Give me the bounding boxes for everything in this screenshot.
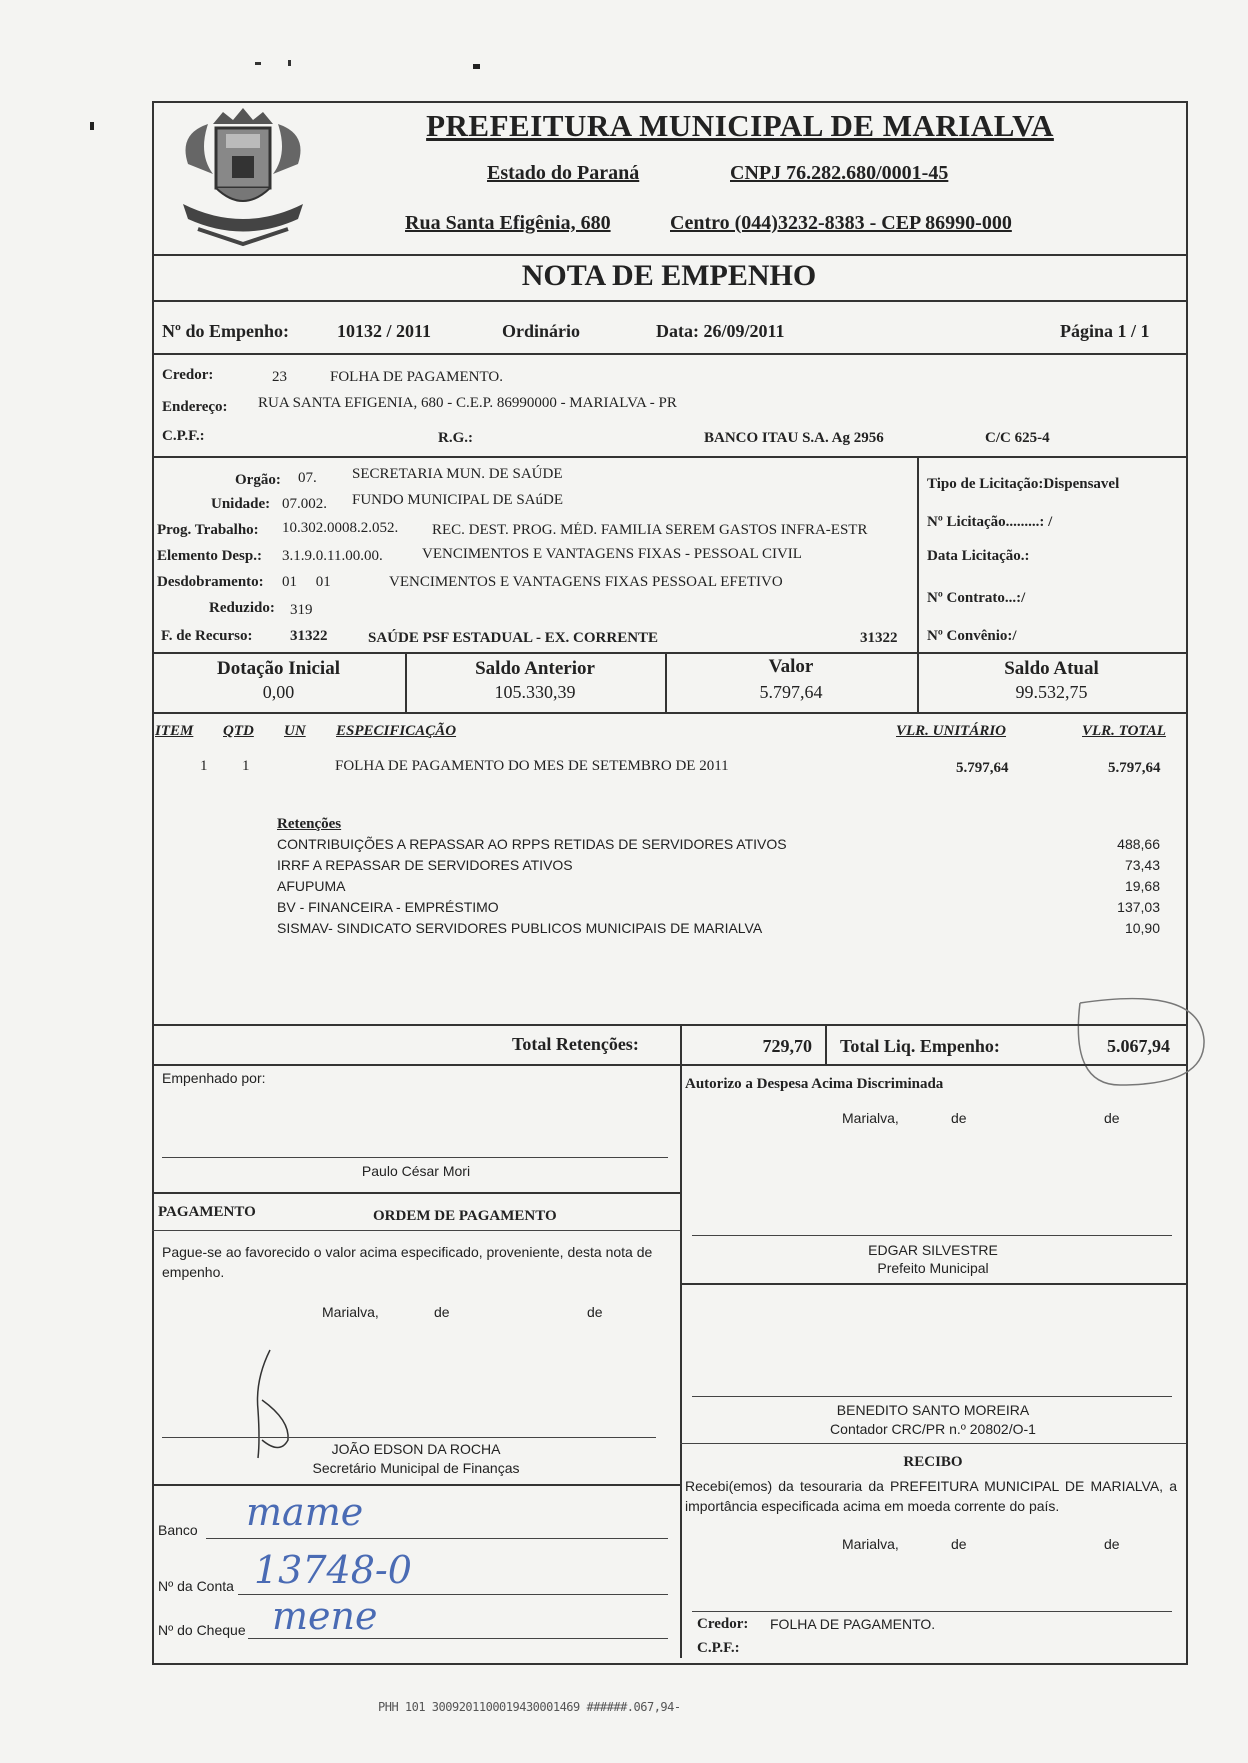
licitacao-number: Nº Licitação.........: / bbox=[927, 514, 1053, 530]
empenhado-name: Paulo César Mori bbox=[361, 1163, 471, 1179]
empenho-type: Ordinário bbox=[502, 321, 581, 341]
empenho-number-label: Nº do Empenho: bbox=[162, 321, 289, 341]
divider bbox=[152, 300, 1186, 302]
autorizo-de2: de bbox=[1104, 1110, 1120, 1126]
divider bbox=[152, 1192, 680, 1194]
retencao-desc: SISMAV- SINDICATO SERVIDORES PUBLICOS MUNICIPAIS DE MARIALVA bbox=[277, 920, 763, 936]
col-qtd: QTD bbox=[223, 723, 254, 739]
signature-line bbox=[692, 1396, 1172, 1397]
autorizo-de1: de bbox=[951, 1110, 967, 1126]
coat-of-arms-icon bbox=[168, 104, 318, 254]
orgao-label: Orgão: bbox=[235, 472, 281, 488]
recibo-credor-label: Credor: bbox=[697, 1616, 749, 1632]
autorizo-label: Autorizo a Despesa Acima Discriminada bbox=[685, 1076, 944, 1092]
address-label: Rua Santa Efigênia, 680 bbox=[405, 212, 611, 234]
recibo-city: Marialva, bbox=[842, 1536, 899, 1552]
divider bbox=[152, 1024, 1186, 1026]
rg-label: R.G.: bbox=[438, 430, 473, 446]
desdobramento-desc: VENCIMENTOS E VANTAGENS FIXAS PESSOAL EFETIVO bbox=[389, 574, 783, 590]
divider bbox=[680, 1283, 1186, 1285]
state-label: Estado do Paraná bbox=[487, 162, 640, 184]
unidade-desc: FUNDO MUNICIPAL DE SAúDE bbox=[352, 492, 563, 508]
ordem-pagamento-label: ORDEM DE PAGAMENTO bbox=[373, 1208, 557, 1224]
retencao-desc: CONTRIBUIÇÕES A REPASSAR AO RPPS RETIDAS DE SERVIDORES ATIVOS bbox=[277, 836, 787, 852]
divider bbox=[152, 353, 1186, 355]
credor-name: FOLHA DE PAGAMENTO. bbox=[330, 369, 503, 385]
divider bbox=[152, 254, 1186, 256]
conta-label: Nº da Conta bbox=[158, 1578, 234, 1594]
cheque-handwritten: mene bbox=[272, 1594, 378, 1638]
total-liq-value: 5.067,94 bbox=[1107, 1036, 1170, 1056]
convenio-label: Nº Convênio:/ bbox=[927, 628, 1017, 644]
total-liq-label: Total Liq. Empenho: bbox=[840, 1036, 1000, 1056]
reduzido-label: Reduzido: bbox=[209, 600, 275, 616]
elemento-desc: VENCIMENTOS E VANTAGENS FIXAS - PESSOAL CIVIL bbox=[422, 546, 802, 562]
retencao-desc: AFUPUMA bbox=[277, 878, 346, 894]
recibo-de1: de bbox=[951, 1536, 967, 1552]
page-number: Página 1 / 1 bbox=[1060, 321, 1150, 341]
conta-handwritten: 13748-0 bbox=[254, 1548, 412, 1592]
pagamento-de2: de bbox=[587, 1304, 603, 1320]
credor-label: Credor: bbox=[162, 367, 214, 383]
prog-label: Prog. Trabalho: bbox=[157, 522, 259, 538]
document-title: NOTA DE EMPENHO bbox=[521, 259, 817, 292]
item-qtd: 1 bbox=[242, 758, 250, 774]
divider bbox=[152, 1064, 1186, 1066]
cpf-label: C.P.F.: bbox=[162, 428, 205, 444]
banco-handwritten: mame bbox=[246, 1490, 364, 1534]
licitacao-type: Tipo de Licitação:Dispensavel bbox=[927, 476, 1120, 492]
recibo-credor-value: FOLHA DE PAGAMENTO. bbox=[770, 1616, 936, 1632]
retencao-desc: BV - FINANCEIRA - EMPRÉSTIMO bbox=[277, 899, 499, 915]
col-vlr-total: VLR. TOTAL bbox=[1082, 723, 1166, 739]
secretario-name: JOÃO EDSON DA ROCHA bbox=[331, 1441, 501, 1457]
total-retencoes-label: Total Retenções: bbox=[512, 1034, 639, 1054]
scan-speck bbox=[255, 62, 261, 65]
total-retencoes-value: 729,70 bbox=[762, 1036, 812, 1056]
dotacao-inicial-label: Dotação Inicial bbox=[217, 658, 340, 679]
orgao-value: 07. bbox=[298, 470, 317, 486]
col-especificacao: ESPECIFICAÇÃO bbox=[336, 723, 457, 739]
pagamento-de1: de bbox=[434, 1304, 450, 1320]
banco-label: Banco bbox=[158, 1522, 198, 1538]
signature-line bbox=[162, 1437, 656, 1438]
endereco-value: RUA SANTA EFIGENIA, 680 - C.E.P. 86990000 - MARIALVA - PR bbox=[258, 395, 677, 411]
desdobramento-label: Desdobramento: bbox=[157, 574, 264, 590]
desdobramento-value: 01 01 bbox=[282, 574, 331, 590]
divider bbox=[917, 456, 919, 652]
divider bbox=[152, 652, 1186, 654]
contact-label: Centro (044)3232-8383 - CEP 86990-000 bbox=[670, 212, 1012, 234]
page-title: PREFEITURA MUNICIPAL DE MARIALVA bbox=[426, 108, 1054, 143]
item-number: 1 bbox=[200, 758, 208, 774]
col-vlr-unitario: VLR. UNITÁRIO bbox=[896, 723, 1007, 739]
recibo-text: Recebi(emos) da tesouraria da PREFEITURA MUNICIPAL DE MARIALVA, a importância especificada acima em moeda corrente do país. bbox=[685, 1478, 1177, 1514]
item-desc: FOLHA DE PAGAMENTO DO MES DE SETEMBRO DE 2011 bbox=[335, 758, 729, 774]
prog-desc: REC. DEST. PROG. MÉD. FAMILIA SEREM GASTOS INFRA-ESTR bbox=[432, 522, 868, 538]
scan-speck bbox=[288, 60, 291, 66]
licitacao-date: Data Licitação.: bbox=[927, 548, 1030, 564]
field-line bbox=[206, 1538, 668, 1539]
bank-info: BANCO ITAU S.A. Ag 2956 bbox=[704, 430, 884, 446]
cc-info: C/C 625-4 bbox=[985, 430, 1050, 446]
reduzido-value: 319 bbox=[290, 602, 313, 618]
secretario-role: Secretário Municipal de Finanças bbox=[312, 1460, 520, 1476]
field-line bbox=[248, 1638, 668, 1639]
contador-name: BENEDITO SANTO MOREIRA bbox=[836, 1402, 1030, 1418]
empenho-number: 10132 / 2011 bbox=[337, 321, 432, 341]
signature-line bbox=[692, 1611, 1172, 1612]
retencao-value: 73,43 bbox=[1124, 857, 1160, 873]
contrato-label: Nº Contrato...:/ bbox=[927, 590, 1026, 606]
retencao-value: 19,68 bbox=[1124, 878, 1160, 894]
divider bbox=[152, 456, 1186, 458]
empenhado-label: Empenhado por: bbox=[162, 1070, 266, 1086]
endereco-label: Endereço: bbox=[162, 399, 228, 415]
empenho-date: Data: 26/09/2011 bbox=[656, 321, 785, 341]
recurso-code: 31322 bbox=[860, 630, 898, 646]
scan-speck bbox=[473, 64, 480, 69]
orgao-desc: SECRETARIA MUN. DE SAÚDE bbox=[352, 466, 563, 482]
dotacao-inicial-value: 0,00 bbox=[262, 682, 295, 702]
retencao-value: 488,66 bbox=[1117, 836, 1160, 852]
divider bbox=[152, 1484, 680, 1486]
saldo-anterior-label: Saldo Anterior bbox=[475, 658, 595, 679]
divider bbox=[152, 712, 1186, 714]
recibo-title: RECIBO bbox=[903, 1454, 963, 1470]
retencao-desc: IRRF A REPASSAR DE SERVIDORES ATIVOS bbox=[277, 857, 573, 873]
saldo-atual-value: 99.532,75 bbox=[1015, 682, 1088, 702]
pagamento-label: PAGAMENTO bbox=[158, 1204, 256, 1220]
scan-speck bbox=[90, 122, 94, 130]
divider bbox=[825, 1024, 827, 1064]
recibo-cpf-label: C.P.F.: bbox=[697, 1640, 740, 1656]
divider bbox=[680, 1024, 682, 1658]
prefeito-role: Prefeito Municipal bbox=[877, 1260, 989, 1276]
autorizo-city: Marialva, bbox=[842, 1110, 899, 1126]
saldo-atual-label: Saldo Atual bbox=[1004, 658, 1099, 679]
pagamento-city: Marialva, bbox=[322, 1304, 379, 1320]
item-total: 5.797,64 bbox=[1108, 760, 1161, 776]
saldo-anterior-value: 105.330,39 bbox=[494, 682, 576, 702]
retencao-value: 137,03 bbox=[1117, 899, 1160, 915]
elemento-label: Elemento Desp.: bbox=[157, 548, 262, 564]
recurso-label: F. de Recurso: bbox=[161, 628, 253, 644]
recurso-value: 31322 bbox=[290, 628, 328, 644]
elemento-value: 3.1.9.0.11.00.00. bbox=[282, 548, 383, 564]
valor-value: 5.797,64 bbox=[759, 682, 823, 702]
recurso-desc: SAÚDE PSF ESTADUAL - EX. CORRENTE bbox=[368, 630, 659, 646]
credor-code: 23 bbox=[272, 369, 287, 385]
item-unit: 5.797,64 bbox=[956, 760, 1009, 776]
col-un: UN bbox=[284, 723, 306, 739]
prog-value: 10.302.0008.2.052. bbox=[282, 520, 399, 536]
unidade-value: 07.002. bbox=[282, 496, 327, 512]
valor-label: Valor bbox=[768, 656, 814, 677]
signature-line bbox=[162, 1157, 668, 1158]
footer-code: PHH 101 3009201100019430001469 ######.067,94- bbox=[378, 1700, 681, 1714]
prefeito-name: EDGAR SILVESTRE bbox=[868, 1242, 998, 1258]
divider bbox=[152, 1230, 680, 1231]
col-item: ITEM bbox=[155, 723, 194, 739]
contador-role: Contador CRC/PR n.º 20802/O-1 bbox=[830, 1421, 1036, 1437]
retencao-value: 10,90 bbox=[1124, 920, 1160, 936]
pagamento-text: Pague-se ao favorecido o valor acima especificado, proveniente, desta nota de empenho. bbox=[162, 1244, 653, 1280]
cnpj-label: CNPJ 76.282.680/0001-45 bbox=[730, 162, 949, 184]
signature-line bbox=[692, 1235, 1172, 1236]
recibo-de2: de bbox=[1104, 1536, 1120, 1552]
unidade-label: Unidade: bbox=[211, 496, 271, 512]
divider bbox=[680, 1443, 1186, 1444]
cheque-label: Nº do Cheque bbox=[158, 1622, 246, 1638]
retencoes-title: Retenções bbox=[277, 816, 342, 832]
